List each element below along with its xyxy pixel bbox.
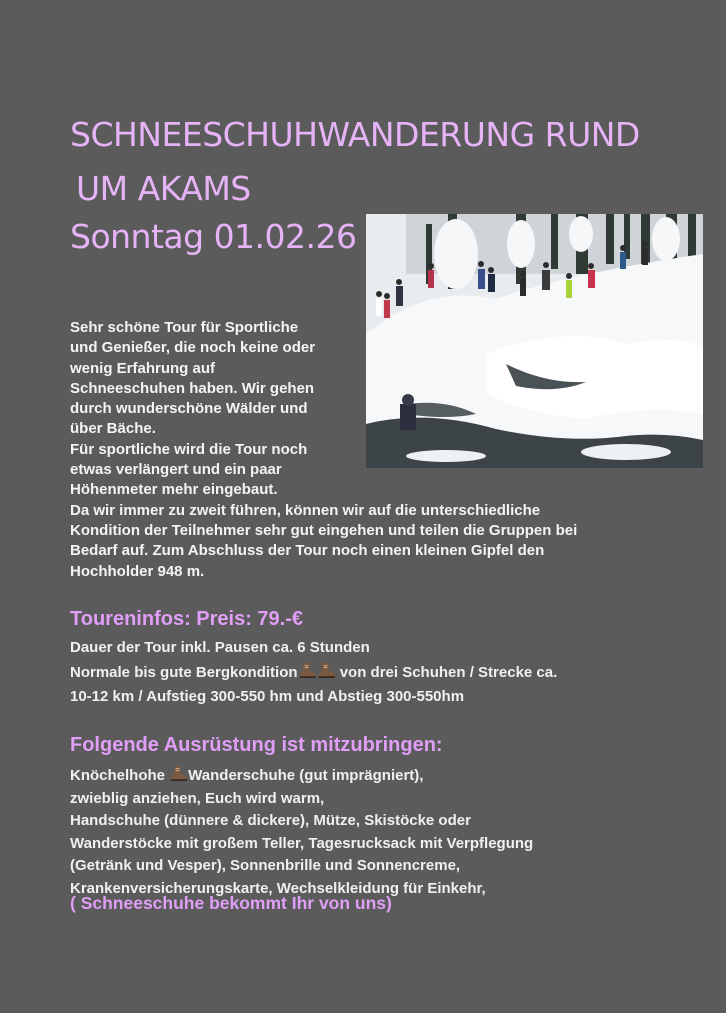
tour-duration: Dauer der Tour inkl. Pausen ca. 6 Stunden — [70, 639, 370, 656]
intro-line: und Genießer, die noch keine oder — [70, 339, 316, 357]
intro-line: wenig Erfahrung auf — [70, 359, 216, 377]
intro-paragraph-wide — [70, 501, 670, 582]
intro-line: Höhenmeter mehr eingebaut. — [70, 481, 278, 499]
intro-line: Bedarf auf. Zum Abschluss der Tour noch einen kleinen Gipfel den — [70, 542, 545, 560]
condition-text-2: von drei Schuhen / Strecke ca. — [335, 663, 558, 681]
intro-text — [70, 318, 670, 582]
equipment-heading: Folgende Ausrüstung ist mitzubringen: — [70, 734, 443, 756]
intro-line: Hochholder 948 m. — [70, 562, 205, 580]
intro-line: über Bäche. — [70, 420, 156, 438]
tour-info — [70, 636, 670, 710]
equipment-list — [70, 765, 670, 900]
hiking-boot-icon — [169, 765, 188, 782]
intro-line: etwas verlängert und ein paar — [70, 461, 282, 479]
snowshoes-provided-note: ( Schneeschuhe bekommt Ihr von uns) — [70, 893, 392, 913]
equipment-line — [70, 765, 670, 788]
page-title — [70, 108, 640, 216]
condition-text: Normale bis gute Bergkondition — [70, 663, 298, 681]
tour-info-heading: Toureninfos: Preis: 79.-€ — [70, 608, 304, 630]
equipment-line: Handschuhe (dünnere & dickere), Mütze, Skistöcke oder — [70, 812, 471, 829]
equipment-line: zwieblig anziehen, Euch wird warm, — [70, 789, 325, 807]
equipment-text: Knöchelhohe — [70, 767, 170, 784]
title-line-2: UM AKAMS — [76, 169, 251, 208]
hiking-boot-icon — [298, 662, 317, 679]
intro-line: Schneeschuhen haben. Wir gehen — [70, 379, 315, 397]
hiking-boot-icon — [317, 662, 336, 679]
intro-line: Da wir immer zu zweit führen, können wir auf die unterschiedliche — [70, 501, 541, 519]
tour-distance: 10-12 km / Aufstieg 300-550 hm und Abstieg 300-550hm — [70, 688, 465, 705]
intro-line: Sehr schöne Tour für Sportliche — [70, 319, 299, 336]
event-date: Sonntag 01.02.26 — [70, 217, 357, 256]
equipment-line: Wanderstöcke mit großem Teller, Tagesrucksack mit Verpflegung — [70, 834, 534, 852]
intro-line: Für sportliche wird die Tour noch — [70, 440, 308, 458]
intro-paragraph — [70, 318, 355, 501]
equipment-line: Krankenversicherungskarte, Wechselkleidung für Einkehr, — [70, 879, 486, 897]
equipment-text: Wanderschuhe (gut imprägniert), — [188, 767, 424, 784]
tour-condition — [70, 661, 670, 686]
title-line-1: SCHNEESCHUHWANDERUNG RUND — [70, 115, 640, 154]
intro-line: durch wunderschöne Wälder und — [70, 400, 308, 418]
equipment-line: (Getränk und Vesper), Sonnenbrille und Sonnencreme, — [70, 857, 461, 874]
intro-line: Kondition der Teilnehmer sehr gut eingehen und teilen die Gruppen bei — [70, 521, 578, 539]
